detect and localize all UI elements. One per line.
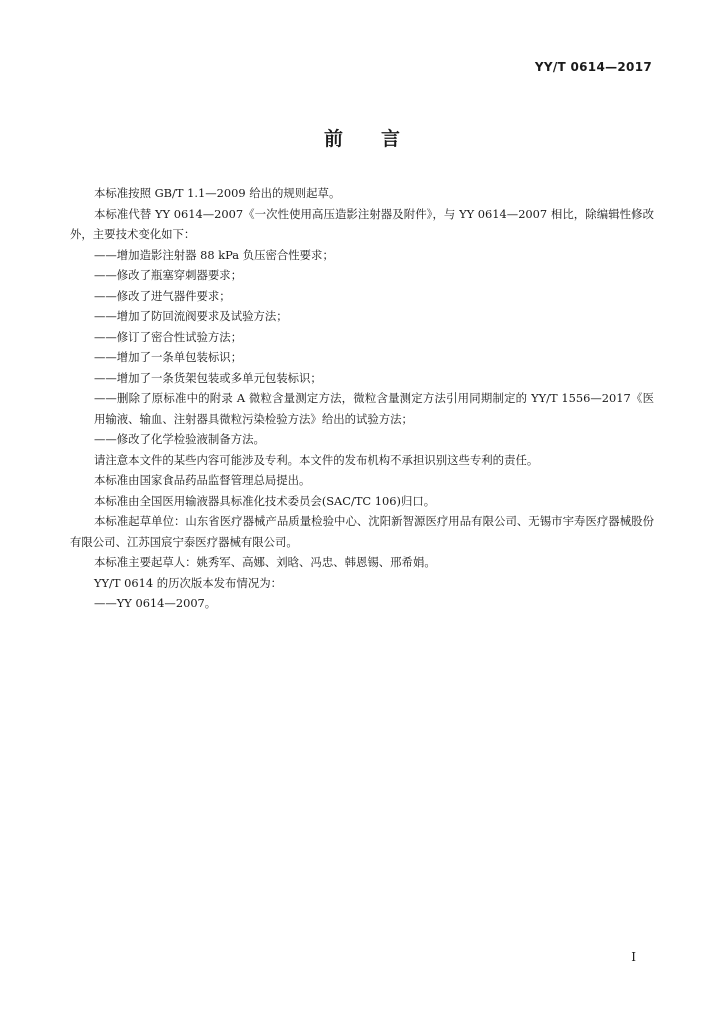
paragraph-drafting-rules: 本标准按照 GB/T 1.1—2009 给出的规则起草。 [94, 186, 341, 200]
paragraph-under-jurisdiction: 本标准由全国医用输液器具标准化技术委员会(SAC/TC 106)归口。 [94, 493, 436, 508]
paragraph-version-history: YY/T 0614 的历次版本发布情况为： [94, 575, 283, 590]
list-item-long: ——删除了原标准中的附录 A 微粒含量测定方法，微粒含量测定方法引用同期制定的 YY/T 1556—2017《医用输液、输血、注射器具微粒污染检验方法》给出的试验方法； [94, 391, 654, 426]
list-item: ——修改了瓶塞穿刺器要求； [94, 268, 243, 282]
page-title: 前言 [323, 128, 438, 150]
paragraph-patent-notice: 请注意本文件的某些内容可能涉及专利。本文件的发布机构不承担识别这些专利的责任。 [94, 452, 539, 467]
paragraph-proposed-by: 本标准由国家食品药品监督管理总局提出。 [94, 473, 311, 487]
list-item-version: ——YY 0614—2007。 [94, 596, 217, 610]
list-item-last: ——修改了化学检验液制备方法。 [94, 432, 265, 446]
foreword-body [70, 183, 654, 614]
list-item: ——修改了进气器件要求； [94, 288, 231, 303]
list-item: ——增加了防回流阀要求及试验方法； [94, 309, 288, 323]
paragraph-drafters: 本标准主要起草人：姚秀军、高娜、刘晗、冯忠、韩恩锡、邢希娟。 [94, 555, 436, 569]
list-item: ——增加造影注射器 88 kPa 负压密合性要求； [94, 247, 334, 262]
page-number: I [631, 950, 636, 964]
list-item: ——增加了一条单包装标识； [94, 350, 243, 364]
list-item: ——增加了一条货架包装或多单元包装标识； [94, 370, 322, 385]
paragraph-replacement: 本标准代替 YY 0614—2007《一次性使用高压造影注射器及附件》，与 YY 0614—2007 相比，除编辑性修改外，主要技术变化如下： [70, 206, 654, 241]
paragraph-drafting-units: 本标准起草单位：山东省医疗器械产品质量检验中心、沈阳新智源医疗用品有限公司、无锡市宇寿医疗器械股份有限公司、江苏国宸宁泰医疗器械有限公司。 [70, 514, 654, 549]
list-item: ——修订了密合性试验方法； [94, 329, 243, 344]
standard-code: YY/T 0614—2017 [534, 60, 652, 74]
